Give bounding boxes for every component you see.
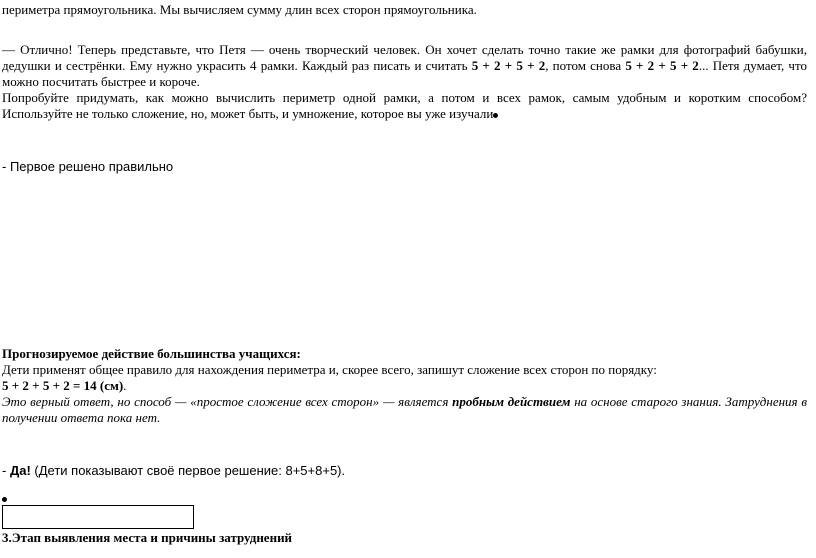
bullet-icon [2, 497, 7, 502]
stage-heading: 3.Этап выявления места и причины затруднений [2, 530, 293, 545]
forecast-section [2, 346, 807, 426]
bullet-icon [493, 113, 498, 118]
forecast-equation: 5 + 2 + 5 + 2 = 14 (см). [2, 378, 127, 393]
expression-1: 5 + 2 + 5 + 2 [471, 58, 546, 73]
first-correct: - Первое решено правильно [2, 159, 174, 174]
forecast-heading: Прогнозируемое действие большинства учащихся: [2, 346, 301, 361]
empty-frame [2, 505, 194, 529]
teacher-speech-p2: Попробуйте придумать, как можно вычислить периметр одной рамки, а потом и всех рамок, самым удобным и коротким способом? Используйте не только сложение, но, может быть, и умножение, которое вы уже изучали [2, 90, 807, 121]
bullet-line [2, 490, 807, 506]
paragraph-top: периметра прямоугольника. Мы вычисляем сумму длин всех сторон прямоугольника. [2, 2, 477, 17]
teacher-speech [2, 42, 807, 122]
forecast-note: Это верный ответ, но способ — «простое сложение всех сторон» — является пробным действием на основе старого знания. Затруднения в получении ответа пока нет. [2, 394, 807, 425]
expression-2: 5 + 2 + 5 + 2 [625, 58, 699, 73]
yes-answer: - Да! (Дети показывают своё первое решение: 8+5+8+5). [2, 463, 346, 478]
teacher-speech-p1: — Отлично! Теперь представьте, что Петя — очень творческий человек. Он хочет сделать точно такие же рамки для фотографий бабушки, дедушки и сестрёнки. Ему нужно украсить 4 рамки. Каждый раз писать и считать 5 + 2 + 5 + 2, потом снова 5 + 2 + 5 + 2... Петя думает, что можно посчитать быстрее и короче. [2, 42, 807, 89]
forecast-line: Дети применят общее правило для нахождения периметра и, скорее всего, запишут сложение всех сторон по порядку: [2, 362, 657, 377]
